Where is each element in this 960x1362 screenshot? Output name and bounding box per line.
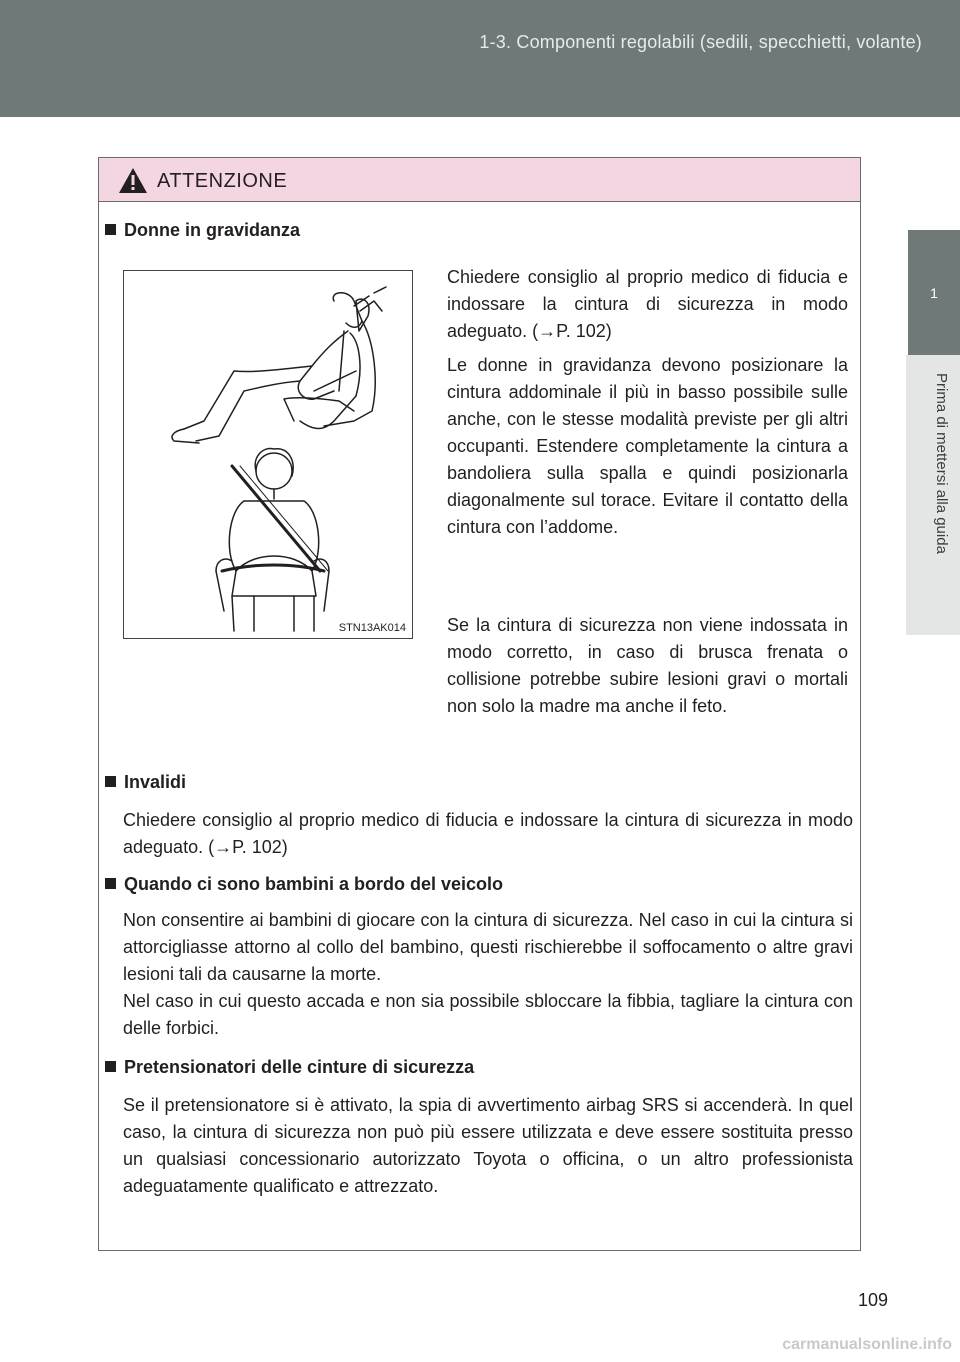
- pregnant-paragraph-1: Chiedere consiglio al proprio medico di fiducia e indossare la cintura di sicurezza in modo adeguato. (→P. 102): [447, 267, 848, 341]
- header-band: [0, 0, 960, 117]
- warning-title: ATTENZIONE: [157, 170, 288, 192]
- chapter-number: 1: [930, 284, 938, 301]
- chapter-tab: [908, 230, 960, 355]
- section-title-disabled: Invalidi: [105, 772, 186, 793]
- bullet-square-icon: [105, 776, 116, 787]
- disabled-paragraph: Chiedere consiglio al proprio medico di fiducia e indossare la cintura di sicurezza in modo adeguato. (→P. 102): [123, 810, 853, 857]
- chapter-label: Prima di mettersi alla guida: [933, 373, 950, 554]
- chapter-label-strip: [906, 355, 960, 635]
- section-header-title: 1-3. Componenti regolabili (sedili, specchietti, volante): [479, 32, 922, 52]
- pregnant-paragraph-3: Se la cintura di sicurezza non viene indossata in modo corretto, in caso di brusca frenata o collisione potrebbe subire lesioni gravi o mortali non solo la madre ma anche il feto.: [447, 615, 848, 716]
- pregnant-seatbelt-illustration: [123, 270, 413, 639]
- section-title-pregnant: Donne in gravidanza: [105, 220, 300, 241]
- pregnant-paragraph-2: Le donne in gravidanza devono posizionare la cintura addominale il più in basso possibile sulle anche, con le stesse modalità previste per gli altri occupanti. Estendere completamente la cintura a bandoliera sulla spalla e quindi posizionarla diagonalmente sul torace. Evitare il contatto della cintura con l’addome.: [447, 355, 848, 537]
- section-title-pretensioners: Pretensionatori delle cinture di sicurezza: [105, 1057, 474, 1078]
- warning-triangle-icon: [118, 167, 148, 194]
- bullet-square-icon: [105, 224, 116, 235]
- seatbelt-figure-icon: [124, 271, 412, 638]
- section-title-children: Quando ci sono bambini a bordo del veicolo: [105, 874, 503, 895]
- pretensioners-paragraph: Se il pretensionatore si è attivato, la spia di avvertimento airbag SRS si accenderà. In quel caso, la cintura di sicurezza non può più essere utilizzata e deve essere sostituita presso un qualsiasi concessionario autorizzato Toyota o officina, o un altro professionista adeguatamente qualificato e attrezzato.: [123, 1095, 853, 1196]
- watermark-text: carmanualsonline.info: [782, 1336, 952, 1353]
- children-paragraph-2: Nel caso in cui questo accada e non sia possibile sbloccare la fibbia, tagliare la cintura con delle forbici.: [123, 991, 853, 1038]
- figure-caption: STN13AK014: [338, 622, 406, 634]
- bullet-square-icon: [105, 878, 116, 889]
- page-number: 109: [857, 1290, 888, 1310]
- bullet-square-icon: [105, 1061, 116, 1072]
- warning-header: [99, 158, 860, 202]
- children-paragraph-1: Non consentire ai bambini di giocare con la cintura di sicurezza. Nel caso in cui la cintura si attorcigliasse attorno al collo del bambino, questi rischierebbe il soffocamento o altre gravi lesioni tali da causarne la morte.: [123, 910, 853, 984]
